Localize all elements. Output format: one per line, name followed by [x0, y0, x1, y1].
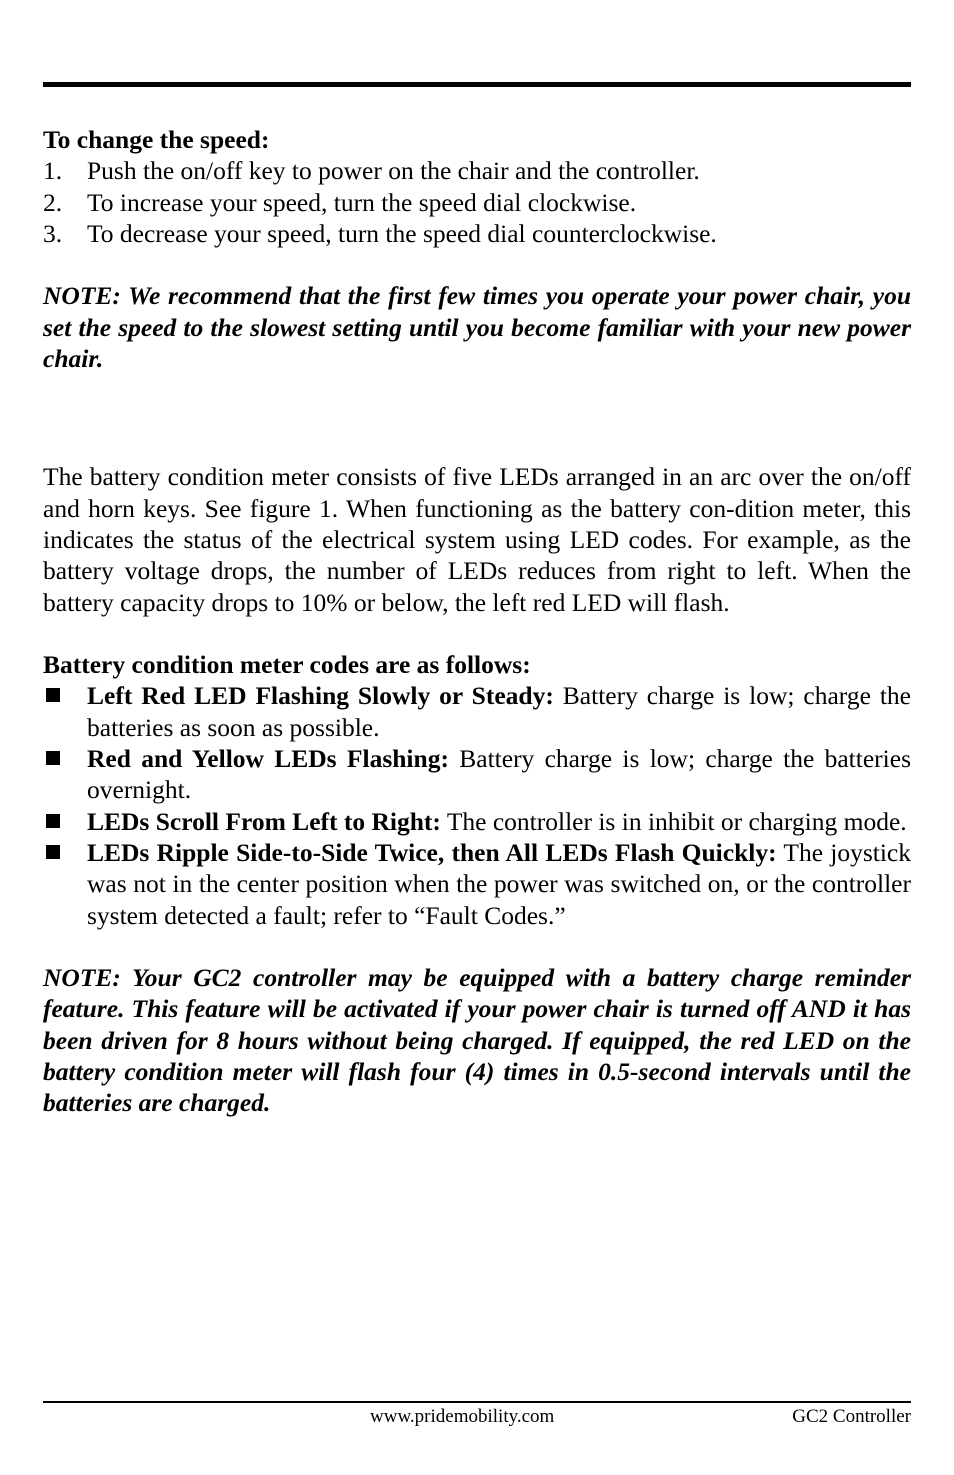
speed-steps-list — [43, 155, 911, 249]
code-description: Battery charge is low; charge the batteries overnight. — [87, 744, 911, 805]
footer-url: www.pridemobility.com — [370, 1406, 555, 1427]
bottom-rule — [43, 1401, 911, 1403]
battery-intro: The battery condition meter consists of five LEDs arranged in an arc over the on/off and horn keys. See figure 1. When functioning as the battery con-dition meter, this indicates the status of the electrical system using LED codes. For example, as the battery voltage drops, the number of LEDs reduces from right to left. When the battery capacity drops to 10% or below, the left red LED will flash. — [43, 462, 911, 617]
step-number: 1. — [43, 156, 63, 186]
code-description: The joystick was not in the center position when the power was switched on, or the controller system detected a fault; refer to “Fault Codes.” — [87, 837, 912, 930]
square-bullet-icon — [46, 688, 60, 702]
square-bullet-icon — [46, 751, 60, 765]
code-description: The controller is in inhibit or charging mode. — [446, 806, 907, 836]
list-item — [43, 837, 911, 931]
list-item — [43, 187, 911, 218]
top-rule — [43, 82, 911, 87]
codes-heading: Battery condition meter codes are as follows: — [43, 650, 531, 680]
page-content — [43, 124, 911, 1119]
square-bullet-icon — [46, 845, 60, 859]
square-bullet-icon — [46, 814, 60, 828]
list-item — [43, 155, 911, 186]
code-term: Left Red LED Flashing Slowly or Steady: — [87, 681, 554, 711]
code-term: LEDs Ripple Side-to-Side Twice, then All LEDs Flash Quickly: — [87, 837, 777, 867]
speed-note: NOTE: We recommend that the first few times you operate your power chair, you set the speed to the slowest setting until you become familiar with your new power chair. — [43, 281, 911, 374]
speed-heading: To change the speed: — [43, 125, 270, 154]
step-text: Push the on/off key to power on the chair and the controller. — [87, 156, 700, 186]
footer-title: GC2 Controller — [792, 1406, 911, 1427]
code-term: Red and Yellow LEDs Flashing: — [87, 744, 449, 774]
list-item — [43, 743, 911, 806]
step-text: To increase your speed, turn the speed dial clockwise. — [87, 187, 637, 217]
codes-list — [43, 680, 911, 930]
step-number: 2. — [43, 187, 63, 217]
step-text: To decrease your speed, turn the speed dial counterclockwise. — [87, 218, 717, 248]
code-description: Battery charge is low; charge the batteries as soon as possible. — [87, 681, 912, 742]
list-item — [43, 806, 911, 837]
step-number: 3. — [43, 218, 63, 248]
list-item — [43, 680, 911, 743]
battery-note: NOTE: Your GC2 controller may be equipped with a battery charge reminder feature. This feature will be activated if your power chair is turned off AND it has been driven for 8 hours without being charged. If equipped, the red LED on the battery condition meter will flash four (4) times in 0.5-second intervals until the batteries are charged. — [43, 963, 911, 1118]
list-item — [43, 218, 911, 249]
code-term: LEDs Scroll From Left to Right: — [87, 806, 441, 836]
